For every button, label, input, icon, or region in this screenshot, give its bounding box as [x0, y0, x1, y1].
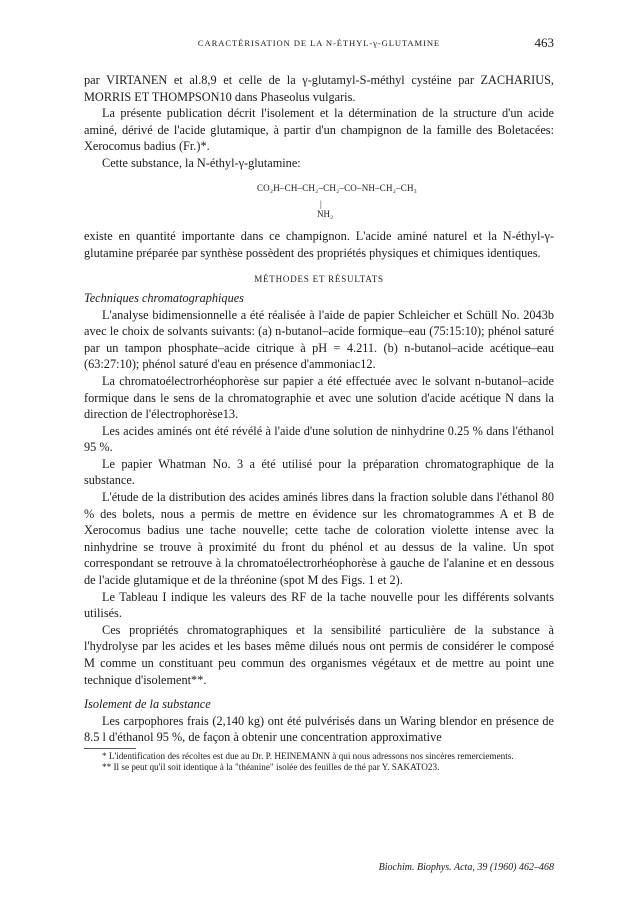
paragraph-1: par VIRTANEN et al.8,9 et celle de la γ-glutamyl-S-méthyl cystéine par ZACHARIUS, MORRIS ET THOMPSON10 dans Phaseolus vulgaris.: [84, 73, 554, 104]
subsection-heading-1: Techniques chromatographiques: [84, 290, 244, 305]
paragraph-9: L'étude de la distribution des acides aminés libres dans la fraction soluble dans l'éthanol 80 % des bolets, nous a permis de mettre en évidence sur les chromatogrammes A et B de Xerocomus badius une tache nouvelle; cette tache de coloration violette intense avec la ninhydrine se trouve à proximité du front du phénol et au dessus de la valine. Un spot correspondant se retrouve à la chromatoélectrorhéophorèse à gauche de l'alanine et en dessous de l'acide glutamique et de la thréonine (spot M des Figs. 1 et 2).: [84, 490, 554, 588]
footnote-2: ** Il se peut qu'il soit identique à la "théanine" isolée des feuilles de thé par Y. SAKATO23.: [102, 762, 440, 773]
running-title: CARACTÉRISATION DE LA N-ÉTHYL-γ-GLUTAMINE: [197, 38, 441, 48]
paragraph-12: Les carpophores frais (2,140 kg) ont été pulvérisés dans un Waring blendor en présence de 8.5 l d'éthanol 95 %, de façon à obtenir une concentration approximative: [84, 713, 554, 745]
formula-line-2: NH₂: [317, 209, 334, 220]
journal-reference: Biochim. Biophys. Acta, 39 (1960) 462–468: [378, 862, 554, 873]
paragraph-5: L'analyse bidimensionnelle a été réalisée à l'aide de papier Schleicher et Schüll No. 2043b avec le choix de solvants suivants: (a) n-butanol–acide formique–eau (75:15:10); phénol saturé par un tampon phosphate–acide citrique à pH = 4.211. (b) n-butanol–acide acétique–eau (63:27:10); phénol saturé d'eau en présence d'ammoniac12.: [84, 307, 554, 372]
article-body: [84, 72, 554, 774]
paragraph-11: Ces propriétés chromatographiques et la sensibilité particulière de la substance à l'hydrolyse par les acides et les bases même dilués nous ont permis de considérer le composé M comme un constituant peu commun des organismes végétaux et de mettre au point une technique d'isolement**.: [84, 622, 554, 687]
paragraph-8: Le papier Whatman No. 3 a été utilisé pour la préparation chromatographique de la substance.: [84, 456, 554, 488]
chemical-formula: [84, 180, 554, 197]
paragraph-7: Les acides aminés ont été révélé à l'aide d'une solution de ninhydrine 0.25 % dans l'éthanol 95 %.: [84, 423, 554, 455]
paragraph-10: Le Tableau I indique les valeurs des RF de la tache nouvelle pour les différents solvants utilisés.: [84, 589, 554, 621]
paragraph-2: La présente publication décrit l'isolement et la détermination de la structure d'un acide aminé, dérivé de l'acide glutamique, à partir d'un champignon de la famille des Boletacées: Xerocomus badius (Fr.)*.: [84, 106, 554, 154]
footnote-1: * L'identification des récoltes est due au Dr. P. HEINEMANN à qui nous adressons nos sincères remerciements.: [102, 750, 514, 761]
formula-line-1: CO₂H–CH–CH₂–CH₂–CO–NH–CH₂–CH₃: [256, 182, 417, 193]
paragraph-4: existe en quantité importante dans ce champignon. L'acide aminé naturel et la N-éthyl-γ-glutamine préparée par synthèse possèdent des propriétés physiques et chimiques identiques.: [84, 229, 554, 260]
footnote-rule: [84, 748, 136, 749]
footnotes: [84, 751, 554, 774]
formula-bond: |: [320, 199, 322, 210]
running-head: [84, 35, 554, 53]
subsection-heading-2: Isolement de la substance: [84, 697, 211, 712]
section-heading: MÉTHODES ET RÉSULTATS: [254, 274, 384, 285]
paragraph-3: Cette substance, la N-éthyl-γ-glutamine:: [102, 155, 301, 170]
page-number: 463: [534, 35, 554, 50]
paragraph-6: La chromatoélectrorhéophorèse sur papier a été effectuée avec le solvant n-butanol–acide formique dans le sens de la chromatographie et avec une solution d'acide acétique N dans la direction de l'électrophorèse13.: [84, 373, 554, 422]
